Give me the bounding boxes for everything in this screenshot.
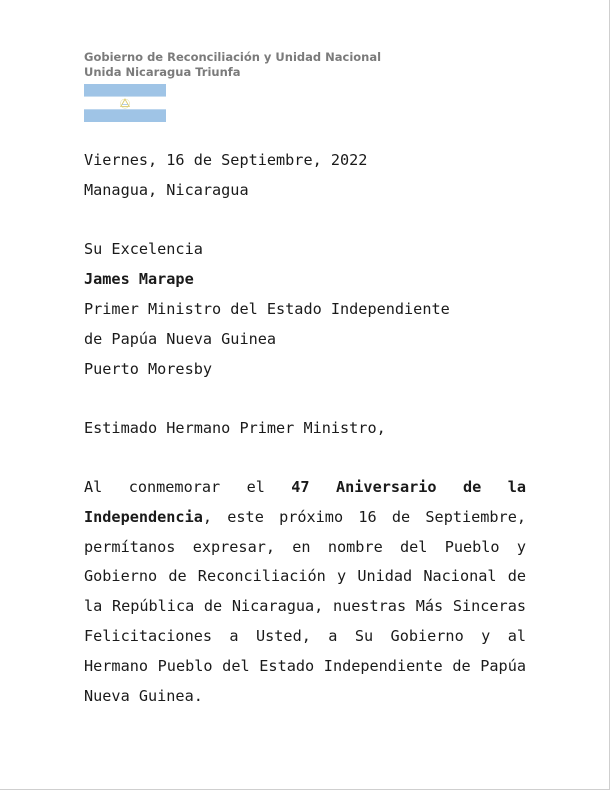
recipient-position-line2: de Papúa Nueva Guinea: [84, 330, 277, 348]
date-block: [84, 145, 526, 205]
letterhead-slogan: Unida Nicaragua Triunfa: [84, 65, 241, 79]
recipient-name: James Marape: [84, 270, 194, 288]
nicaragua-flag-icon: [84, 84, 166, 122]
place-line: Managua, Nicaragua: [84, 181, 249, 199]
body-paragraph: [84, 473, 526, 711]
body-text-before: Al conmemorar el: [84, 478, 265, 496]
recipient-position-line1: Primer Ministro del Estado Independiente: [84, 300, 450, 318]
recipient-title: Su Excelencia: [84, 240, 203, 258]
recipient-block: [84, 234, 526, 384]
recipient-city: Puerto Moresby: [84, 360, 213, 378]
greeting-line: Estimado Hermano Primer Ministro,: [84, 419, 386, 437]
body-text-after: , este próximo 16 de Septiembre, permítanos expresar, en nombre del Pueblo y Gobierno de Reconciliación y Unidad Nacional de la República de Nicaragua, nuestras Más Sinceras Felicitaciones a Usted, a Su Gobierno y al Hermano Pueblo del Estado Independiente de Papúa Nueva Guinea.: [84, 507, 526, 705]
body-bold-phrase: 47 Aniversario de la Independencia: [84, 478, 526, 526]
date-line: Viernes, 16 de Septiembre, 2022: [84, 151, 368, 169]
greeting-block: [84, 413, 526, 443]
letterhead: [84, 50, 381, 80]
letterhead-government: Gobierno de Reconciliación y Unidad Nacional: [84, 50, 382, 64]
